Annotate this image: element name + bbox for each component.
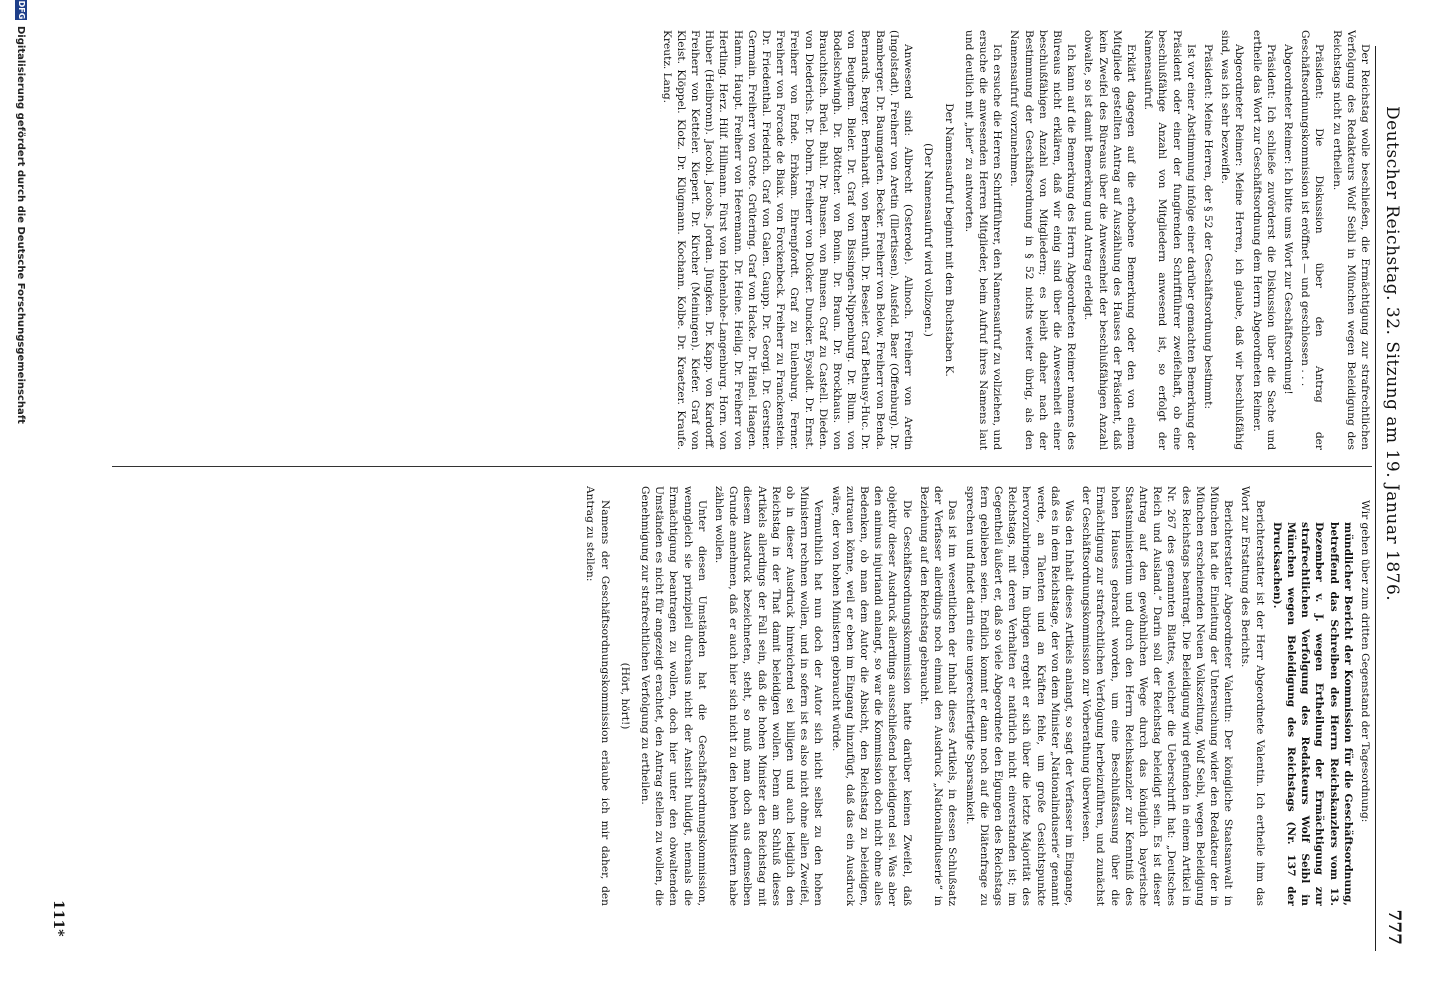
- running-header: [1375, 46, 1406, 951]
- column-divider: [112, 466, 1372, 467]
- page-number: 777: [1384, 909, 1404, 945]
- dfg-logo-icon: DFG: [17, 0, 26, 20]
- paragraph: Der Namensaufruf beginnt mit dem Buchstaben K.: [942, 103, 955, 377]
- paragraph: Das ist im wesentlichen der Inhalt dieses Artikels, in dessen Schlußsatz der Verfasser allerdings noch einmal den Ausdruck „Nationalinduserie“ in Beziehung auf den Reichstag gebraucht.: [917, 486, 959, 906]
- paragraph: Abgeordneter Reimer: Ich bitte ums Wort zur Geschäftsordnung!: [1281, 44, 1294, 395]
- right-column: [52, 486, 1372, 906]
- paragraph: Ich kann auf die Bemerkung des Herrn Abgeordneten Reimer namens des Büreaus nicht erklären, daß wir einig sind über die Anwesenheit einer beschlußfähigen Anzahl von Mitgliedern; es bleibt daher nach der Bestimmung der Geschäftsordnung in § 52 nichts weiter übrig, als den Namensaufruf vorzunehmen.: [1008, 30, 1078, 450]
- paragraph: (Der Namensaufruf wird vollzogen.): [922, 143, 935, 337]
- paragraph: Was den Inhalt dieses Artikels anlangt, so sagt der Verfasser im Eingange, daß es in dem Reichstage, der von dem Minister „Nationalinduserie“ genannt werde, an Talenten und an Kräften fehle, um große Gesichtspunkte hervorzubringen. Im übrigen ergeht er sich über die letzte Majorität des Reichstags, mit deren Verhalten er natürlich nicht einverstanden ist; im Gegentheil äußert er, daß so viele Abgeordnete den Eigungen des Reichstags fern geblieben seien. Endlich kommt er dann noch auf die Diätenfrage zu sprechen und findet darin eine ungerechtfertigte Sparsamkeit.: [963, 486, 1075, 906]
- credit-text: Digitalisierung gefördert durch die Deutsche Forschungsgemeinschaft: [15, 26, 26, 424]
- left-column: [52, 30, 1372, 450]
- paragraph: Erklärt dagegen auf die erhobene Bemerkung oder den von einem Mitgliede gestellten Antrag auf Auszählung des Hauses der Präsident, daß kein Zweifel des Büreaus über die Anwesenheit der beschlußfähigen Anzahl obwalte, so ist damit Bemerkung und Antrag erledigt.: [1082, 30, 1137, 450]
- paragraph: Der Reichstag wolle beschließen, die Ermächtigung zur strafrechtlichen Verfolgung des Redakteurs Wolf Seibl in München wegen Beleidigung des Reichstags nicht zu ertheilen.: [1330, 30, 1371, 450]
- attendance-list: Anwesend sind: Albrecht (Osterode). Allnoch. Freiherr von Aretin (Ingolstadt). Freiherr von Aretin (Illertissen). Ausfeld. Baer (Offenburg). Dr. Bamberger. Dr. Baumgarten. Becker. Freiherr von Below. Freiherr von Benda. Bernards. Berger. Bernhardt. von Bernuth. Dr. Beseler. Graf Bethusy-Huc. Dr. von Beughem. Bieler. Dr. Graf von Bissingen-Nippenburg. Dr. Blum. von Bodelschwingh. Dr. Böttcher. von Bonin. Dr. Braun. Dr. Brockhaus. von Brauchitsch. Brüel. Buhl. Dr. Bunsen. von Bunsen. Graf zu Castell. Dieden. von Diederichs. Dr. Dohrn. Freiherr von Dücker. Duncker. Eysoldt. Dr. Ernst. Freiherr von Ende. Erbkam. Ehrenpfordt. Graf zu Eulenburg. Ferner. Freiherr von Forcade de Biaix. von Forckenbeck. Freiherr zu Franckenstein. Dr. Friedenthal. Friedrich. Graf von Galen. Gaupp. Dr. Georgi. Dr. Gerstner. Germain. Freiherr von Grote. Grütering. Graf von Hacke. Dr. Hänel. Haagen. Hamm. Haupt. Freiherr von Heeremann. Dr. Heine. Heilig. Dr. Freiherr von Hertling. Herz. Hilf. Hillmann. Fürst von Hohenlohe-Langenburg. Horn. von Huber (Heilbronn). Jacobi. Jacobs. Jordan. Jüngken. Dr. Kapp. von Kardorff. Freiherr von Ketteler. Kiepert. Dr. Kircher (Meiningen). Kiefer. Graf von Kleist. Klöppel. Klotz. Dr. Klügmann. Kochann. Kolbe. Dr. Kraetzer. Kraufe. Kreutz. Lang.: [660, 30, 915, 450]
- paragraph: Namens der Geschäftsordnungskommission erlaube ich mir daher, den Antrag zu stellen:: [584, 486, 611, 906]
- paragraph: Ist vor einer Abstimmung infolge einer darüber gemachten Bemerkung der Präsident oder einer der fungirenden Schriftführer zweifelhaft, ob eine beschlußfähige Anzahl von Mitgliedern anwesend ist, so erfolgt der Namensaufruf.: [1142, 30, 1197, 450]
- interjection: (Hört, hört!): [618, 662, 631, 730]
- paragraph: Die Geschäftsordnungskommission hatte darüber keinen Zweifel, daß objektiv dieser Ausdruck allerdings ausschließend beleidigend sei. Was aber den animus injuriandi anlangt, so war die Kommission doch nicht ohne alles Bedenken, ob man dem Autor die Absicht, den Reichstag zu beleidigen, zutrauen könne, weil er eben im Eingang hinzufügt, daß das ein Ausdruck wäre, der von hohen Ministern gebraucht würde.: [829, 486, 913, 906]
- header-title: Deutscher Reichstag. 32. Sitzung am 19. Januar 1876.: [1382, 106, 1402, 602]
- paragraph: Vermuthlich hat nun doch der Autor sich nicht selbst zu den hohen Ministern rechnen wollen, und in sofern ist es also nicht ohne allen Zweifel, ob in dieser Ausdruck hinreichend sei billigen und auch lediglich den Reichstag in der That damit beleidigen wollen. Denn am Schluß dieses Artikels allerdings der Fall sein, daß die hohen Minister den Reichstag mit diesem Ausdruck bezeichneten, steht, so muß man doch aus demselben Grunde annehmen, daß er auch hier sich nicht zu den hohen Ministern habe zählen wollen.: [713, 486, 825, 906]
- paragraph: Präsident: Die Diskussion über den Antrag der Geschäftsordnungskommission ist eröffnet — und geschlossen . . .: [1299, 30, 1326, 450]
- agenda-item: mündlicher Bericht der Kommission für die Geschäftsordnung, betreffend das Schreiben des Herrn Reichskanzlers vom 13. Dezember v. J. wegen Ertheilung der Ermächtigung zur strafrechtlichen Verfolgung des Redakteurs Wolf Seibl in München wegen Beleidigung des Reichstags (Nr. 137 der Drucksachen).: [1270, 522, 1354, 906]
- paragraph: Wir gehen über zum dritten Gegenstand der Tagesordnung:: [1359, 500, 1371, 823]
- paragraph: Präsident: Meine Herren, der § 52 der Geschäftsordnung bestimmt:: [1201, 44, 1214, 410]
- signature-mark: 111*: [50, 900, 66, 937]
- paragraph: Berichterstatter Abgeordneter Valentin: Der königliche Staatsanwalt in München hat die Einleitung der Untersuchung wider den Redakteur der in München erscheinenden Neuen Volkszeitung, Wolf Seibl, wegen Beleidigung des Reichstags beantragt. Die Beleidigung wird gefunden in einem Artikel in Nr. 267 des genannten Blattes, welcher die Ueberschrift hat: „Deutsches Reich und Ausland.“ Darin soll der Reichstag beleidigt sein. Es ist dieser Antrag auf den gewöhnlichen Wege durch das königlich bayerische Staatsministerium und durch den Herrn Reichskanzler zur Kenntniß des hohen Hauses gebracht worden, um eine Beschlußfassung über die Ermächtigung zur strafrechtlichen Verfolgung herbeizuführen, und zunächst der Geschäftsordnungskommission zur Vorberathung überwiesen.: [1080, 486, 1235, 906]
- paragraph: Ich ersuche die Herren Schriftführer, den Namensaufruf zu vollziehen, und ersuche die anwesenden Herren Mitglieder, beim Aufruf ihres Namens laut und deutlich mit „hier“ zu antworten.: [962, 30, 1004, 450]
- paragraph: Berichterstatter ist der Herr Abgeordnete Valentin. Ich ertheile ihm das Wort zur Erstattung des Berichts.: [1239, 486, 1266, 906]
- paragraph: Präsident: Ich schließe zuvörderst die Diskussion über die Sache und ertheile das Wort zur Geschäftsordnung dem Herrn Abgeordneten Reimer.: [1250, 30, 1277, 450]
- paragraph: Unter diesen Umständen hat die Geschäftsordnungskommission, wenngleich sie prinzipiell durchaus nicht der Ansicht huldigt, niemals die Ermächtigung beantragen zu wollen, doch hier unter den obwaltenden Umständen es nicht für angezeigt erachtet, den Antrag stellen zu wollen, die Genehmigung zur strafrechtlichen Verfolgung zu ertheilen.: [639, 486, 708, 906]
- paragraph: Abgeordneter Reimer: Meine Herren, ich glaube, daß wir beschlußfähig sind, was ich sehr bezweifle.: [1219, 30, 1246, 450]
